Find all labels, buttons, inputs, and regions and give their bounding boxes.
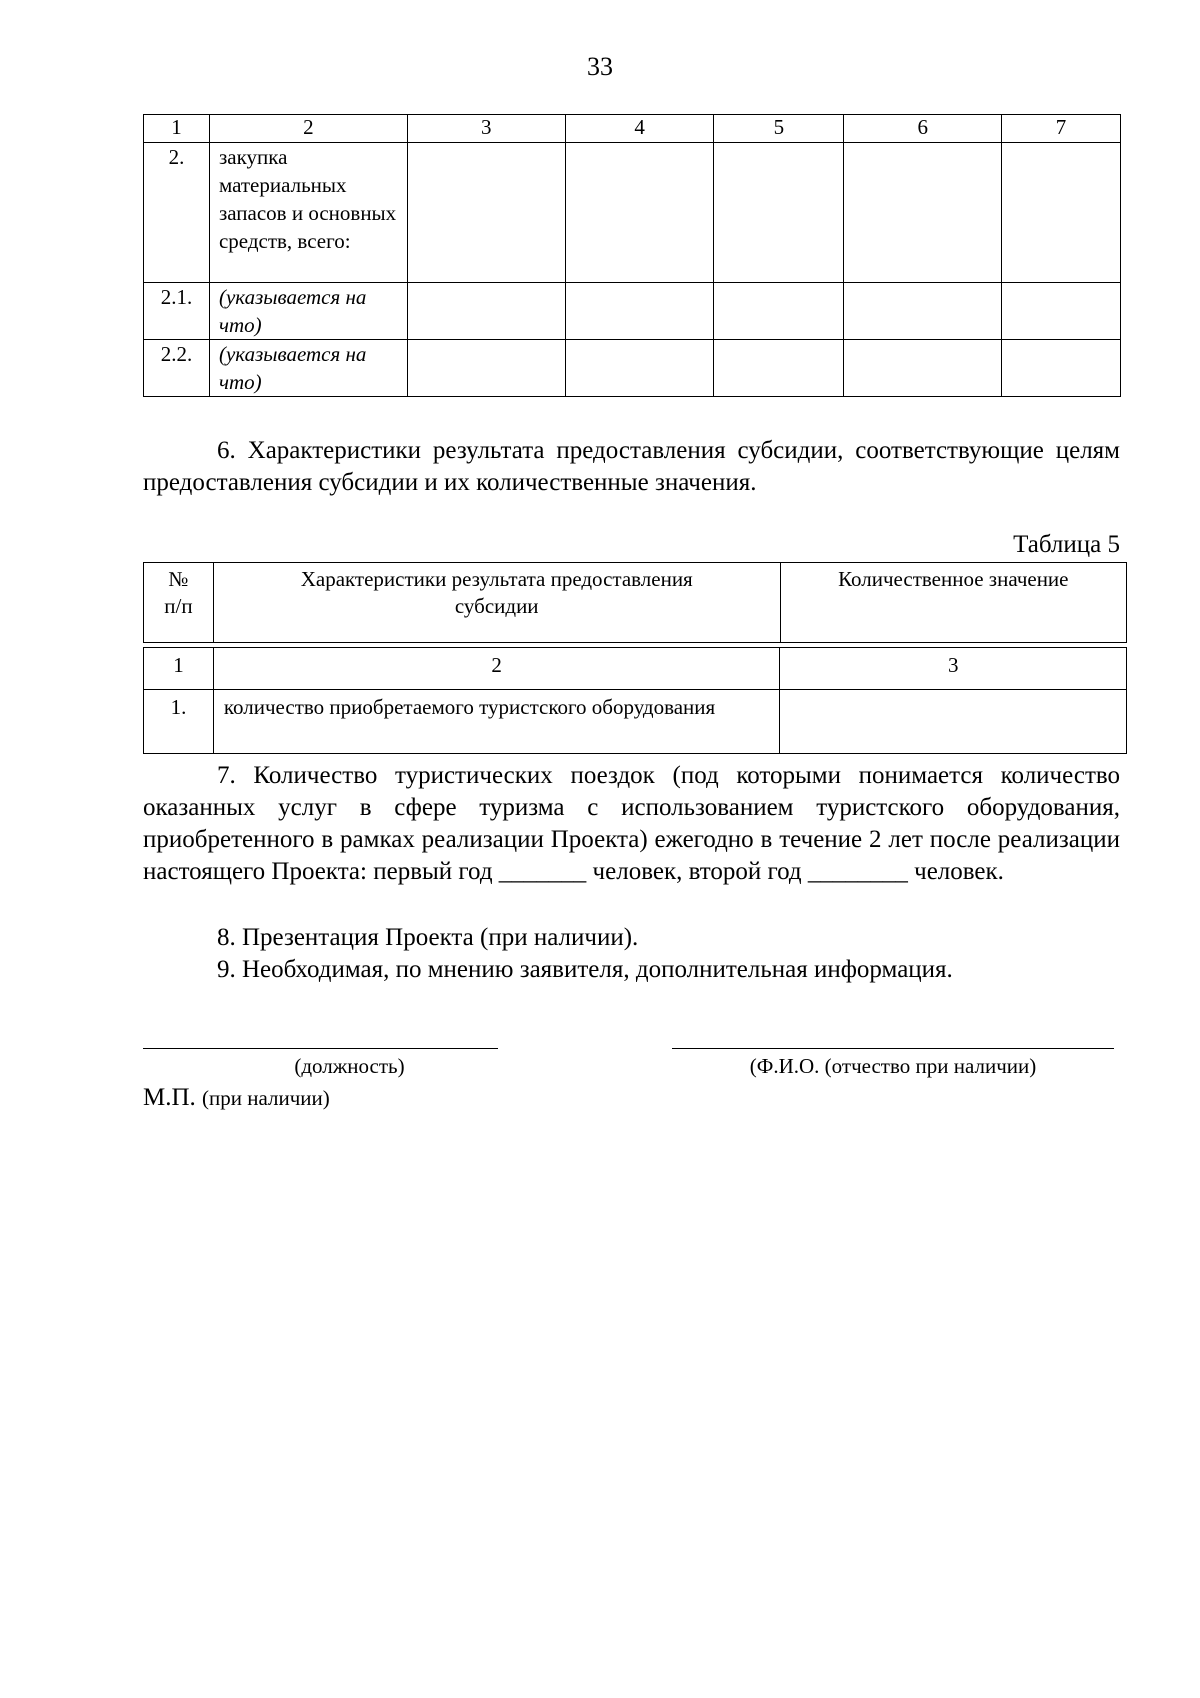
row-name: (указывается на что) — [209, 340, 407, 397]
table-row — [144, 690, 1127, 754]
row-name: (указывается на что) — [209, 283, 407, 340]
header-cell: 7 — [1002, 115, 1121, 143]
section-7-text: 7. Количество туристических поездок (под которыми понимается количество оказанных услуг в сфере туризма с использованием туристского оборудования, приобретенного в рамках реализации Проекта) ежегодно в течение 2 лет после реализации настоящего Проекта: первый год _______ человек, второй год ________ человек. — [143, 762, 1120, 885]
section-8-text: 8. Презентация Проекта (при наличии). — [217, 924, 639, 951]
name-signature-line — [672, 1048, 1114, 1049]
stamp-block — [143, 1084, 330, 1112]
empty-cell — [407, 143, 565, 283]
number-cell: 2 — [213, 648, 779, 690]
header-cell: 3 — [407, 115, 565, 143]
row-number: 2. — [144, 143, 210, 283]
number-cell: 3 — [780, 648, 1127, 690]
row-name-text: количество приобретаемого туристского оборудования — [223, 695, 716, 719]
stamp-label: М.П. — [143, 1084, 196, 1111]
table-row — [144, 340, 1121, 397]
row-value — [780, 690, 1127, 754]
row-name: закупка материальных запасов и основных средств, всего: — [209, 143, 407, 283]
empty-cell — [565, 143, 714, 283]
row-number: 2.2. — [144, 340, 210, 397]
row-number: 1. — [144, 690, 214, 754]
empty-cell — [407, 340, 565, 397]
table-row — [144, 283, 1121, 340]
empty-cell — [714, 283, 844, 340]
col-number-header-text: № п/п — [164, 567, 193, 618]
row-number: 2.1. — [144, 283, 210, 340]
header-cell: 2 — [209, 115, 407, 143]
empty-cell — [844, 283, 1002, 340]
number-cell: 1 — [144, 648, 214, 690]
header-cell: 4 — [565, 115, 714, 143]
header-cell: 5 — [714, 115, 844, 143]
expenses-table — [143, 114, 1121, 397]
empty-cell — [714, 143, 844, 283]
header-cell: 6 — [844, 115, 1002, 143]
results-table — [143, 647, 1127, 754]
col-characteristic-header-text: Характеристики результата предоставления субсидии — [300, 567, 693, 618]
header-cell: 1 — [144, 115, 210, 143]
empty-cell — [1002, 143, 1121, 283]
name-caption: (Ф.И.О. (отчество при наличии) — [749, 1054, 1037, 1078]
empty-cell — [714, 340, 844, 397]
col-value-header: Количественное значение — [780, 563, 1126, 643]
empty-cell — [1002, 340, 1121, 397]
empty-cell — [565, 283, 714, 340]
empty-cell — [407, 283, 565, 340]
col-number-header — [144, 563, 214, 643]
table-header-row — [144, 115, 1121, 143]
position-caption: (должность) — [294, 1054, 405, 1078]
empty-cell — [844, 340, 1002, 397]
stamp-note: (при наличии) — [202, 1086, 330, 1110]
row-name — [213, 690, 779, 754]
empty-cell — [1002, 283, 1121, 340]
table-5-caption: Таблица 5 — [1013, 531, 1120, 558]
position-signature-line — [143, 1048, 498, 1049]
empty-cell — [565, 340, 714, 397]
section-6-text: 6. Характеристики результата предоставления субсидии, соответствующие целям предоставления субсидии и их количественные значения. — [143, 437, 1120, 496]
page-number: 33 — [587, 52, 613, 81]
empty-cell — [844, 143, 1002, 283]
results-table-header — [143, 562, 1127, 643]
col-characteristic-header — [213, 563, 780, 643]
section-9-text: 9. Необходимая, по мнению заявителя, дополнительная информация. — [217, 956, 953, 983]
table-row — [144, 143, 1121, 283]
table-number-row — [144, 648, 1127, 690]
